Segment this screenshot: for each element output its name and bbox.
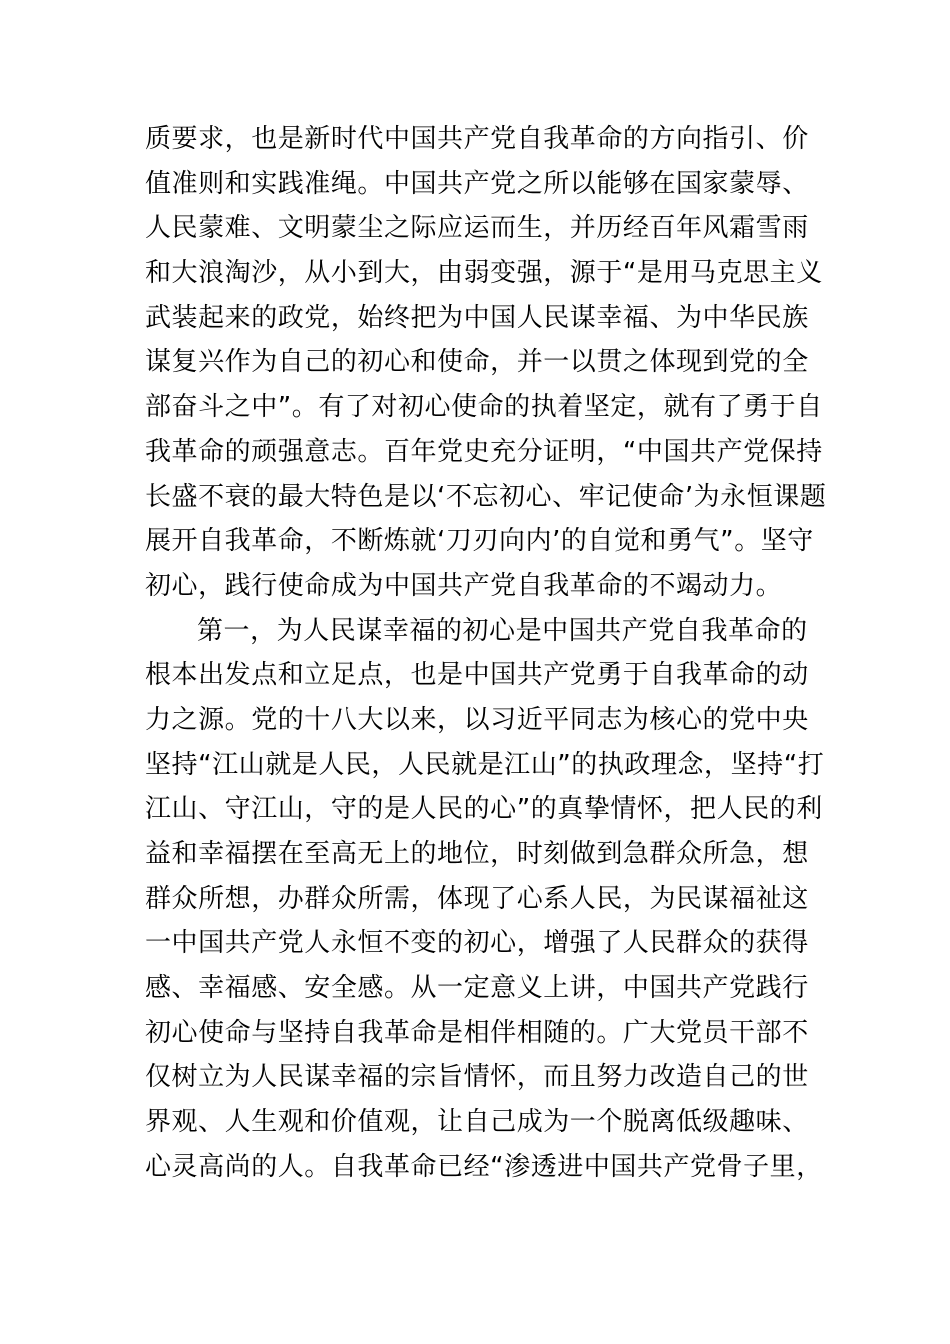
text-line-5: 武装起来的政党，始终把为中国人民谋幸福、为中华民族	[145, 302, 809, 333]
text-line-2: 值准则和实践准绳。中国共产党之所以能够在国家蒙辱、	[145, 168, 809, 199]
text-line-6: 谋复兴作为自己的初心和使命，并一以贯之体现到党的全	[145, 347, 809, 378]
text-line-11: 初心，践行使命成为中国共产党自我革命的不竭动力。	[145, 570, 783, 601]
text-line-20: 感、幸福感、安全感。从一定意义上讲，中国共产党践行	[145, 973, 809, 1004]
text-line-21: 初心使命与坚持自我革命是相伴相随的。广大党员干部不	[145, 1017, 809, 1048]
text-line-18: 群众所想，办群众所需，体现了心系人民，为民谋福祉这	[145, 883, 809, 914]
text-line-24: 心灵高尚的人。自我革命已经“渗透进中国共产党骨子里，	[145, 1151, 823, 1182]
text-line-3: 人民蒙难、文明蒙尘之际应运而生，并历经百年风霜雪雨	[145, 213, 809, 244]
text-line-22: 仅树立为人民谋幸福的宗旨情怀，而且努力改造自己的世	[145, 1062, 809, 1093]
paragraph-start-line: 第一，为人民谋幸福的初心是中国共产党自我革命的	[197, 615, 808, 646]
text-line-15: 坚持“江山就是人民，人民就是江山”的执政理念，坚持“打	[145, 749, 825, 780]
text-line-10: 展开自我革命，不断炼就‘刀刃向内’的自觉和勇气”。坚守	[145, 526, 814, 557]
text-line-19: 一中国共产党人永恒不变的初心，增强了人民群众的获得	[145, 928, 809, 959]
text-line-17: 益和幸福摆在至高无上的地位，时刻做到急群众所急，想	[145, 839, 809, 869]
text-line-1: 质要求，也是新时代中国共产党自我革命的方向指引、价	[145, 124, 809, 154]
body-text	[145, 117, 827, 1190]
text-line-16: 江山、守江山，守的是人民的心”的真挚情怀，把人民的利	[145, 794, 823, 825]
text-line-9: 长盛不衰的最大特色是以‘不忘初心、牢记使命’为永恒课题	[145, 481, 827, 512]
text-line-8: 我革命的顽强意志。百年党史充分证明，“中国共产党保持	[145, 436, 823, 467]
text-line-4: 和大浪淘沙，从小到大，由弱变强，源于“是用马克思主义	[145, 258, 823, 289]
text-line-23: 界观、人生观和价值观，让自己成为一个脱离低级趣味、	[145, 1107, 809, 1138]
text-line-7: 部奋斗之中”。有了对初心使命的执着坚定，就有了勇于自	[145, 392, 823, 423]
text-line-13: 根本出发点和立足点，也是中国共产党勇于自我革命的动	[145, 660, 809, 691]
text-line-14: 力之源。党的十八大以来，以习近平同志为核心的党中央	[145, 704, 809, 735]
